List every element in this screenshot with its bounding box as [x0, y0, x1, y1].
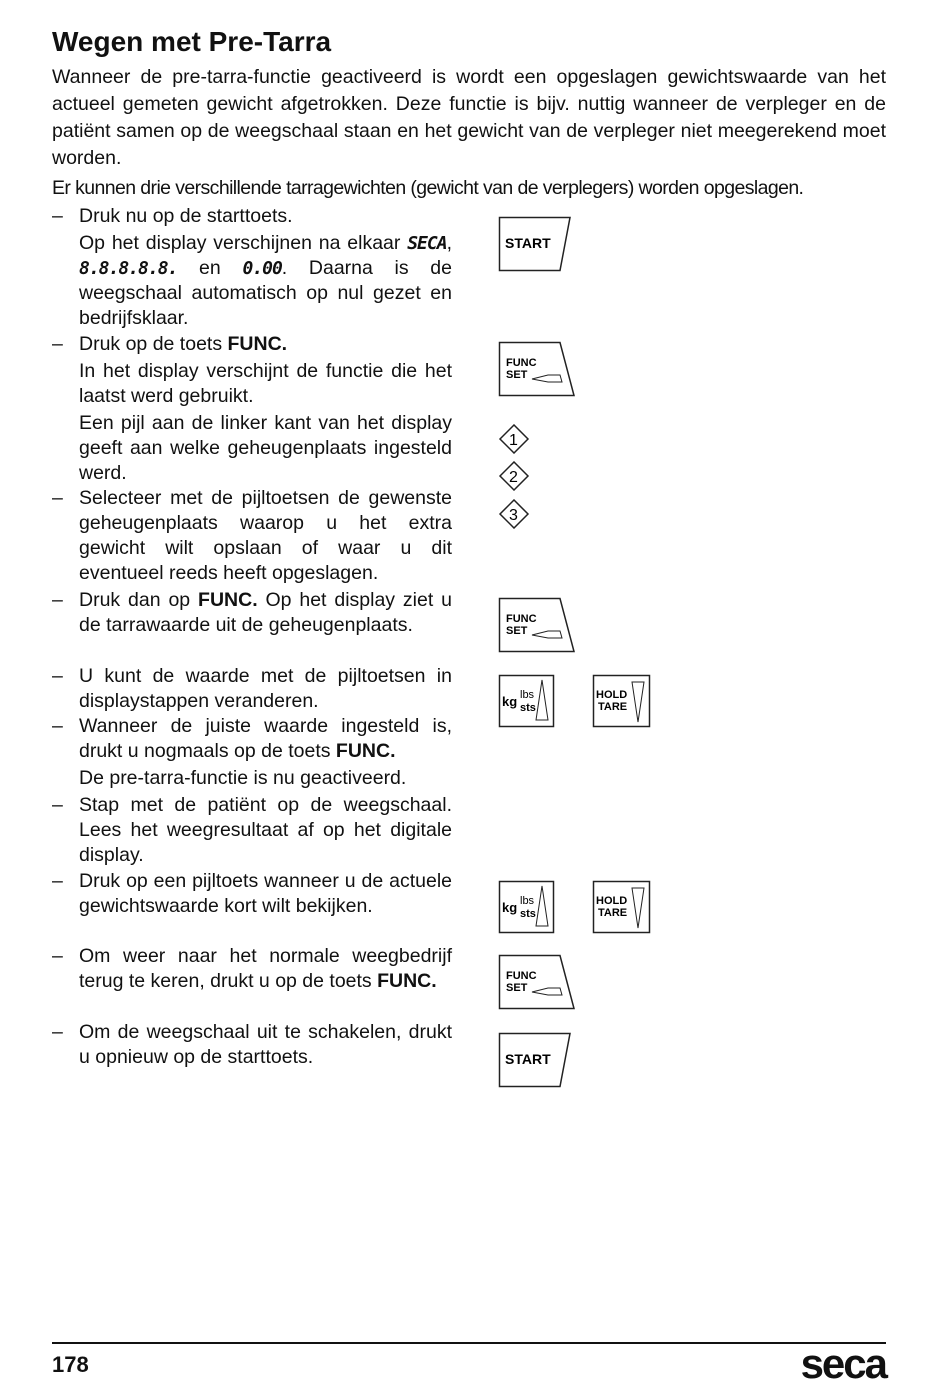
step-text: Selecteer met de pijltoetsen de gewenste geheugenplaats waarop u het extra gewicht wilt opslaan of waar u dit eventueel reeds heeft opgeslagen.	[79, 487, 452, 584]
list-dash: –	[52, 715, 63, 737]
step-view-weight	[52, 869, 452, 921]
svg-text:HOLD: HOLD	[596, 689, 628, 701]
svg-text:START: START	[505, 1051, 551, 1067]
step-text: Druk op de toets FUNC.	[79, 333, 288, 355]
step-text: Om weer naar het normale weegbedrijf terug te keren, drukt u op de toets FUNC.	[79, 945, 452, 992]
list-dash: –	[52, 487, 63, 509]
step-detail: De pre-tarra-functie is nu geactiveerd.	[79, 767, 407, 789]
step-start	[52, 204, 452, 333]
svg-text:TARE: TARE	[598, 907, 628, 919]
step-text: Stap met de patiënt op de weegschaal. Lees het weegresultaat af op het digitale display.	[79, 794, 452, 866]
hold-tare-key-icon	[592, 880, 652, 934]
step-confirm	[52, 714, 452, 793]
list-dash: –	[52, 870, 63, 892]
svg-text:2: 2	[509, 469, 518, 486]
brand-logo: seca	[800, 1340, 886, 1387]
display-seca: SECA	[407, 233, 447, 254]
list-dash: –	[52, 333, 63, 355]
step-detail: Een pijl aan de linker kant van het display geeft aan welke geheugenplaats ingesteld werd.	[79, 412, 452, 484]
step-switch-off	[52, 1020, 452, 1072]
start-key-icon	[498, 216, 572, 272]
step-detail: In het display verschijnt de functie die het laatst werd gebruikt.	[79, 360, 452, 407]
memory-2-arrow-icon	[498, 461, 532, 491]
func-set-key-icon	[498, 954, 576, 1010]
step-text: Druk dan op FUNC. Op het display ziet u de tarrawaarde uit de geheugenplaats.	[79, 589, 452, 636]
step-text: U kunt de waarde met de pijltoetsen in displaystappen veranderen.	[79, 665, 452, 712]
list-dash: –	[52, 589, 63, 611]
kg-lbs-key-icon	[498, 674, 556, 728]
svg-text:FUNC: FUNC	[506, 357, 537, 369]
step-text: Om de weegschaal uit te schakelen, drukt u opnieuw op de starttoets.	[79, 1021, 452, 1068]
page-number: 178	[52, 1352, 89, 1377]
hold-tare-key-icon	[592, 674, 652, 728]
svg-text:3: 3	[509, 507, 518, 524]
svg-text:lbs: lbs	[520, 689, 535, 701]
svg-text:TARE: TARE	[598, 701, 628, 713]
footer-divider	[52, 1342, 886, 1344]
intro-note: Er kunnen drie verschillende tarragewichten (gewicht van de verplegers) worden opgeslagen.	[52, 177, 804, 199]
start-key-icon	[498, 1032, 572, 1088]
step-adjust	[52, 664, 452, 716]
svg-text:kg: kg	[502, 694, 518, 709]
step-detail: Op het display verschijnen na elkaar SECA, 8.8.8.8.8. en 0.00. Daarna is de weegschaal automatisch op nul gezet en bedrijfsklaar.	[79, 232, 452, 329]
svg-text:START: START	[505, 235, 551, 251]
display-zero: 0.00	[242, 258, 282, 279]
svg-text:FUNC: FUNC	[506, 613, 537, 625]
svg-text:SET: SET	[506, 982, 528, 994]
step-select-memory	[52, 486, 452, 588]
memory-3-arrow-icon	[498, 499, 532, 529]
svg-text:1: 1	[509, 432, 518, 449]
func-set-key-icon	[498, 341, 576, 397]
func-set-key-icon	[498, 597, 576, 653]
memory-1-arrow-icon	[498, 424, 532, 454]
list-dash: –	[52, 1021, 63, 1043]
display-all-segments: 8.8.8.8.8.	[79, 258, 178, 279]
step-text: Druk nu op de starttoets.	[79, 205, 293, 227]
svg-text:HOLD: HOLD	[596, 895, 628, 907]
svg-text:kg: kg	[502, 900, 518, 915]
list-dash: –	[52, 945, 63, 967]
step-return	[52, 944, 452, 996]
svg-text:FUNC: FUNC	[506, 970, 537, 982]
step-func-tare	[52, 588, 452, 640]
kg-lbs-key-icon	[498, 880, 556, 934]
step-weigh	[52, 793, 452, 870]
svg-text:SET: SET	[506, 625, 528, 637]
list-dash: –	[52, 205, 63, 227]
intro-paragraph: Wanneer de pre-tarra-functie geactiveerd is wordt een opgeslagen gewichtswaarde van het actueel gemeten gewicht afgetrokken. Deze functie is bijv. nuttig wanneer de verpleger en de patiënt samen op de weegschaal staan en het gewicht van de verpleger niet meegerekend moet worden.	[52, 66, 886, 169]
svg-text:lbs: lbs	[520, 895, 535, 907]
step-text: Wanneer de juiste waarde ingesteld is, drukt u nogmaals op de toets FUNC.	[79, 715, 452, 762]
step-func	[52, 332, 452, 488]
svg-text:sts: sts	[520, 908, 536, 920]
page-title: Wegen met Pre-Tarra	[52, 26, 332, 57]
list-dash: –	[52, 794, 63, 816]
svg-text:SET: SET	[506, 369, 528, 381]
svg-text:sts: sts	[520, 702, 536, 714]
step-text: Druk op een pijltoets wanneer u de actuele gewichtswaarde kort wilt bekijken.	[79, 870, 452, 917]
list-dash: –	[52, 665, 63, 687]
